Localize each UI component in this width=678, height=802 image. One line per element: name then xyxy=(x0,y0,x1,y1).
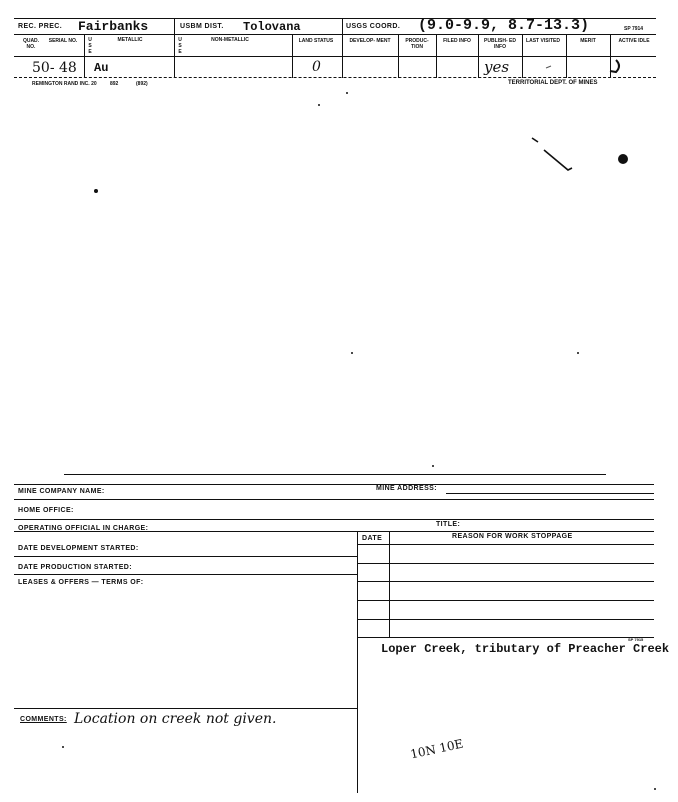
header-row-bottom-rule xyxy=(14,77,656,78)
col-metallic: METALLIC xyxy=(117,37,143,43)
pen-stroke-mark xyxy=(530,134,574,174)
divider-col-c xyxy=(398,34,399,78)
row-rule-home xyxy=(14,499,654,500)
col-non-metallic: NON-METALLIC xyxy=(211,37,249,43)
row-rule-leases xyxy=(14,574,357,575)
last-visited-mark xyxy=(545,64,553,70)
leases-offers-label: LEASES & OFFERS — TERMS OF: xyxy=(18,579,144,586)
speck-9 xyxy=(654,788,656,790)
divider-col-e xyxy=(478,34,479,78)
reason-rule-4 xyxy=(357,600,654,601)
speck-5 xyxy=(351,352,353,354)
reason-rule-5 xyxy=(357,619,654,620)
mine-company-name-label: MINE COMPANY NAME: xyxy=(18,488,105,495)
reason-rule-3 xyxy=(357,581,654,582)
divider-col-d xyxy=(436,34,437,78)
col-active-idle: ACTIVE IDLE xyxy=(618,38,650,44)
date-col-label: DATE xyxy=(362,535,383,542)
col-filed-info: FILED INFO xyxy=(443,38,471,44)
speck-2 xyxy=(618,154,628,164)
col-quad-no: QUAD. NO. xyxy=(22,38,40,50)
reason-rule-6 xyxy=(357,637,654,638)
active-idle-checkmark xyxy=(606,58,626,76)
col-serial-no: SERIAL NO. xyxy=(48,38,78,44)
comments-top-rule xyxy=(14,708,357,709)
land-status-value: 0 xyxy=(312,59,321,75)
divider-col-a xyxy=(84,34,85,78)
divider-1 xyxy=(174,18,175,78)
metallic-value: Au xyxy=(94,61,109,75)
printer-imprint: REMINGTON RAND INC. 20 xyxy=(32,81,97,87)
speck-1 xyxy=(94,189,98,193)
date-dev-started-label: DATE DEVELOPMENT STARTED: xyxy=(18,545,139,552)
divider-col-b xyxy=(292,34,293,78)
row-rule-official xyxy=(14,519,654,520)
reason-rule-1 xyxy=(357,544,654,545)
grid-ref-note: 10N 10E xyxy=(409,736,465,762)
printer-code-2: (892) xyxy=(136,81,148,87)
col-use-nonmetallic: U S E xyxy=(178,37,182,55)
lower-top-rule xyxy=(64,474,606,475)
quad-serial-value: 50- 48 xyxy=(32,60,77,76)
col-development: DEVELOP- MENT xyxy=(349,38,391,44)
col-published-info: PUBLISH- ED INFO xyxy=(484,38,516,50)
usbm-dist-value: Tolovana xyxy=(243,20,301,34)
printer-code-1: 892 xyxy=(110,81,119,87)
mine-address-line xyxy=(446,493,654,494)
comments-value: Location on creek not given. xyxy=(74,711,277,727)
home-office-label: HOME OFFICE: xyxy=(18,507,74,514)
row-rule-prod xyxy=(14,556,357,557)
location-note: Loper Creek, tributary of Preacher Creek xyxy=(381,642,670,656)
speck-6 xyxy=(577,352,579,354)
row-rule-title xyxy=(14,531,654,532)
divider-col-g xyxy=(566,34,567,78)
usbm-dist-label: USBM DIST. xyxy=(180,23,224,30)
speck-7 xyxy=(432,465,434,467)
date-prod-started-label: DATE PRODUCTION STARTED: xyxy=(18,564,132,571)
speck-4 xyxy=(318,104,320,106)
reason-rule-2 xyxy=(357,563,654,564)
form-number: SP 7914 xyxy=(624,26,644,32)
col-use-metallic: U S E xyxy=(88,37,92,55)
lower-form-number: SP 7915 xyxy=(628,637,644,642)
col-merit: MERIT xyxy=(580,38,596,44)
title-label: TITLE: xyxy=(436,521,461,528)
usgs-coord-value: (9.0-9.9, 8.7-13.3) xyxy=(418,17,590,34)
row-rule-company xyxy=(14,484,654,485)
col-production: PRODUC- TION xyxy=(405,38,429,50)
lower-center-divider xyxy=(357,531,358,793)
published-info-value: yes xyxy=(484,58,510,76)
col-last-visited: LAST VISITED xyxy=(526,38,560,44)
usgs-coord-label: USGS COORD. xyxy=(346,23,401,30)
operating-official-label: OPERATING OFFICIAL IN CHARGE: xyxy=(18,525,149,532)
comments-label: COMMENTS: xyxy=(20,716,67,723)
rec-prec-value: Fairbanks xyxy=(78,19,149,34)
header-row-top-rule xyxy=(14,56,656,57)
divider-col-f xyxy=(522,34,523,78)
rec-prec-label: REC. PREC. xyxy=(18,23,63,30)
date-col-divider xyxy=(389,531,390,637)
header-mid-rule xyxy=(14,34,656,35)
col-land-status: LAND STATUS xyxy=(298,38,334,44)
divider-2 xyxy=(342,18,343,78)
reason-col-label: REASON FOR WORK STOPPAGE xyxy=(452,533,573,540)
speck-3 xyxy=(346,92,348,94)
mine-address-label: MINE ADDRESS: xyxy=(376,485,437,492)
speck-8 xyxy=(62,746,64,748)
territorial-dept: TERRITORIAL DEPT. OF MINES xyxy=(508,80,598,86)
